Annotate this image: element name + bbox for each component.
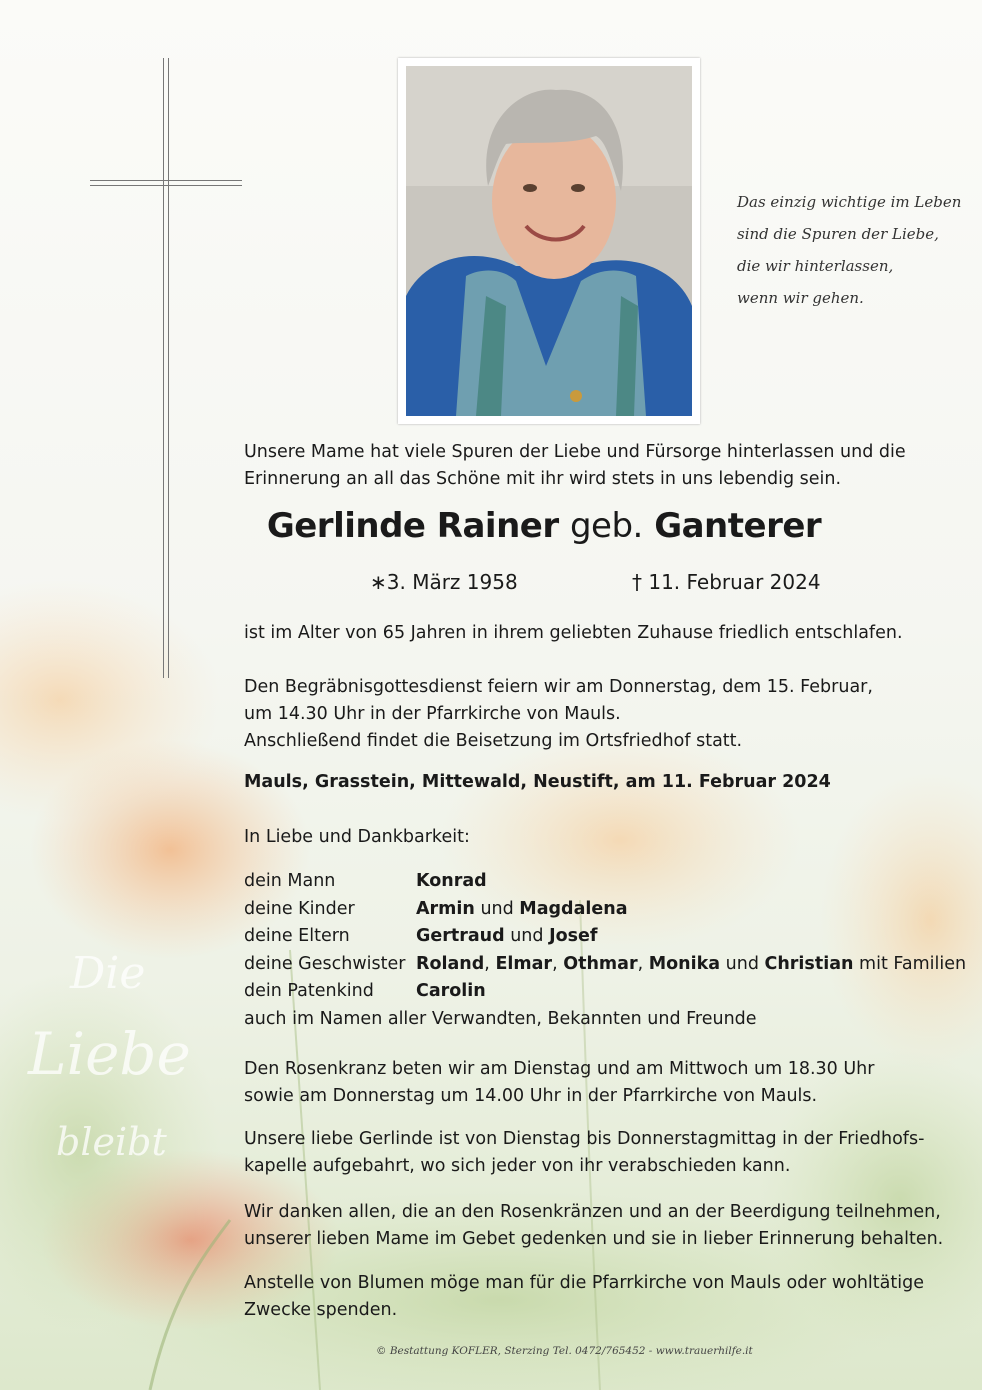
watermark-word: bleibt [56,1120,167,1164]
family-row [244,978,966,1006]
viewing-line: kapelle aufgebahrt, wo sich jeder von ihr verabschieden kann. [244,1156,791,1176]
family-connector: , [637,953,649,974]
family-member-name: Konrad [416,871,487,891]
flowers-paragraph [244,1270,964,1324]
family-member-name: Christian [764,953,854,974]
family-row [244,896,966,924]
family-names [416,954,966,974]
maiden-name: Ganterer [654,506,822,546]
family-member-name: Elmar [495,953,553,974]
family-names [416,926,598,946]
portrait-illustration [406,66,692,416]
family-closing-text: auch im Namen aller Verwandten, Bekannten und Freunde [244,1009,757,1029]
family-connector: und [504,926,550,946]
thanks-line: Wir danken allen, die an den Rosenkränzen und an der Beerdigung teilnehmen, [244,1202,941,1222]
family-connector: , [484,953,496,974]
birth-date: ∗3. März 1958 [370,570,518,594]
memorial-quote [737,186,967,314]
rosary-paragraph [244,1056,964,1110]
family-role: deine Eltern [244,926,350,946]
intro-line: Unsere Mame hat viele Spuren der Liebe und Fürsorge hinterlassen und die [244,442,906,462]
deceased-full-name: Gerlinde Rainer [266,506,559,546]
funeral-line: Den Begräbnisgottesdienst feiern wir am Donnerstag, dem 15. Februar, [244,677,873,697]
quote-line: die wir hinterlassen, [737,257,894,275]
family-member-name: Roland [416,953,485,974]
funeral-line: um 14.30 Uhr in der Pfarrkirche von Mauls. [244,704,621,724]
age-text: ist im Alter von 65 Jahren in ihrem geliebten Zuhause friedlich entschlafen. [244,623,903,643]
family-member-name: Carolin [416,981,486,1001]
quote-line: wenn wir gehen. [737,289,864,307]
funeral-line: Anschließend findet die Beisetzung im Ortsfriedhof statt. [244,731,743,751]
place-date [244,769,964,796]
family-names [416,981,486,1001]
intro-line: Erinnerung an all das Schöne mit ihr wird stets in uns lebendig sein. [244,469,842,489]
funeral-home-footer: © Bestattung KOFLER, Sterzing Tel. 0472/765452 - www.trauerhilfe.it [376,1345,753,1357]
family-connector: , [552,953,564,974]
family-row [244,951,966,979]
quote-line: Das einzig wichtige im Leben [737,193,962,211]
cross-vertical-bar [163,58,169,678]
family-names [416,899,628,919]
family-role: dein Patenkind [244,981,374,1001]
family-row [244,923,966,951]
with-love-heading [244,824,964,851]
funeral-paragraph [244,674,964,755]
family-member-name: Josef [549,926,598,946]
rosary-line: sowie am Donnerstag um 14.00 Uhr in der Pfarrkirche von Mauls. [244,1086,818,1106]
portrait-frame [398,58,700,424]
with-love-text: In Liebe und Dankbarkeit: [244,827,470,847]
family-connector: und [474,898,520,919]
rosary-line: Den Rosenkranz beten wir am Dienstag und am Mittwoch um 18.30 Uhr [244,1059,875,1079]
family-connector: mit Familien [853,953,967,974]
watermark-word: Liebe [28,1020,191,1088]
family-names [416,871,487,891]
family-connector: und [720,953,765,974]
family-member-name: Monika [648,953,721,974]
deceased-name [244,506,844,546]
age-line [244,620,964,647]
family-member-name: Gertraud [416,926,505,946]
death-date: † 11. Februar 2024 [632,570,821,594]
family-role: dein Mann [244,871,336,891]
thanks-paragraph [244,1199,964,1253]
flowers-line: Zwecke spenden. [244,1300,398,1320]
quote-line: sind die Spuren der Liebe, [737,225,939,243]
family-member-name: Magdalena [519,898,628,919]
family-list [244,868,966,1006]
place-date-text: Mauls, Grasstein, Mittewald, Neustift, am 11. Februar 2024 [244,772,831,792]
family-member-name: Othmar [563,953,638,974]
cross-horizontal-bar [90,180,242,186]
family-row [244,868,966,896]
intro-paragraph [244,439,964,493]
family-role: deine Kinder [244,898,355,919]
family-closing [244,1006,964,1033]
watermark-word: Die [70,948,146,999]
portrait-photo [406,66,692,416]
family-role: deine Geschwister [244,953,406,974]
viewing-line: Unsere liebe Gerlinde ist von Dienstag bis Donnerstagmittag in der Friedhofs- [244,1129,925,1149]
nee-label: geb. [569,506,643,546]
thanks-line: unserer lieben Mame im Gebet gedenken und sie in lieber Erinnerung behalten. [244,1229,944,1249]
viewing-paragraph [244,1126,964,1180]
family-member-name: Armin [416,898,475,919]
flowers-line: Anstelle von Blumen möge man für die Pfarrkirche von Mauls oder wohltätige [244,1273,924,1293]
